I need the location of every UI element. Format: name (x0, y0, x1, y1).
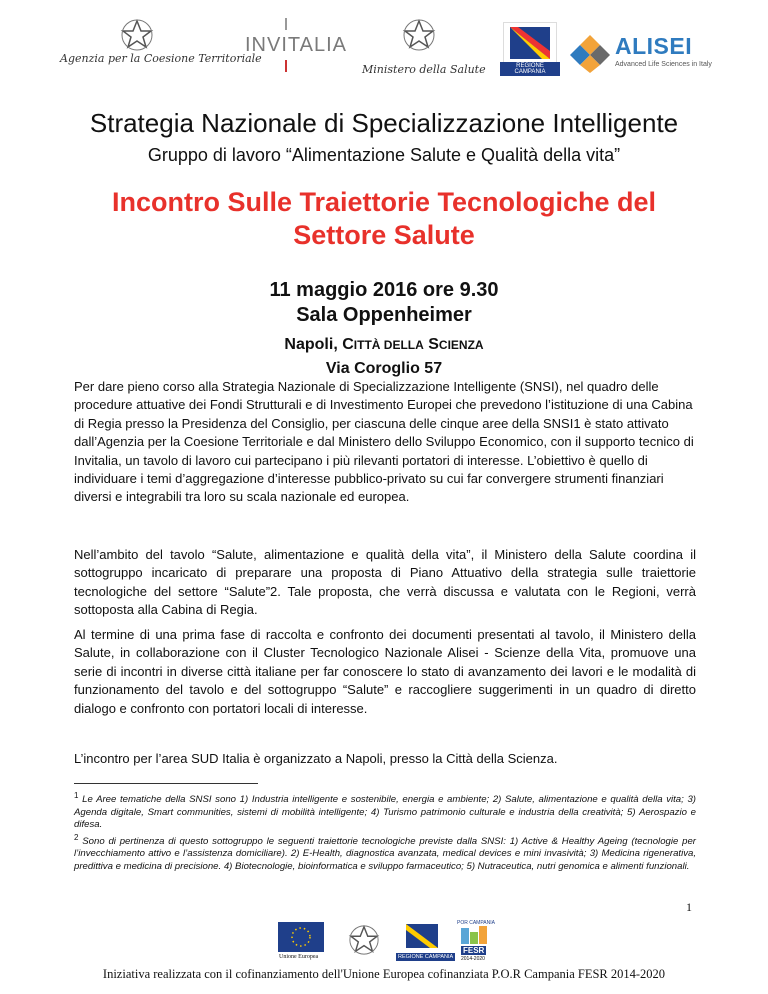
regione-campania-label: REGIONE CAMPANIA (500, 62, 560, 76)
fesr-bar-3 (479, 926, 487, 944)
campania-shield-icon (504, 23, 556, 63)
event-title (0, 186, 768, 252)
footnote-1-text: Le Aree tematiche della SNSI sono 1) Industria intelligente e sostenibile, energia e ambiente; 2) Salute, alimentazione e qualità della vita; 3) Agenda digitale, Smart communities, sistemi di mobilità intelligente; 4) Turismo patrimonio culturale e industria della creatività; 5) Aerospazio e difesa. (74, 794, 696, 831)
venue-cienza: CIENZA (438, 338, 484, 352)
bottom-logos (0, 920, 768, 960)
paragraph-1: Per dare pieno corso alla Strategia Nazionale di Specializzazione Intelligente (SNSI), nel quadro delle procedure attuative dei Fondi Strutturali e di Investimento Europei che prevedono l’istituzione di una Cabina di Regia presso la Presidenza del Consiglio, per ciascuna delle cinque aree della SNSI1 è stato attivato dall’Agenzia per la Coesione Territoriale e dal Ministero dello Sviluppo Economico, con il supporto tecnico di Invitalia, un tavolo di lavoro cui partecipano i più rilevanti portatori di interesse. L’obiettivo è quello di individuare i temi d’aggregazione d’interesse pubblico-privato su cui far convergere strumenti finanziari diversi e integrabili tra loro su scala nazionale ed europea. (74, 379, 694, 505)
event-city: Napoli, (284, 336, 338, 353)
invitalia-logo: INVITALIA (245, 34, 347, 56)
italian-emblem-icon (120, 18, 154, 52)
event-address: Via Coroglio 57 (325, 360, 443, 377)
event-room: Sala Oppenheimer (296, 304, 472, 326)
footnote-divider (74, 783, 258, 784)
event-title-line2: Settore Salute (293, 220, 475, 250)
footnote-2-mark: 2 (74, 832, 79, 842)
page-number: 1 (686, 900, 692, 914)
por-fesr-logo (457, 920, 493, 962)
footnote-2-text: Sono di pertinenza di questo sottogruppo le seguenti traiettorie tecnologiche previste dalla SNSI: 1) Active & Healthy Ageing (tecnologie per l’invecchiamento attivo e l’assistenza domiciliare). 2) E-Health, diagnostica avanzata, medical devices e mini invasività; 3) Medicina rigenerativa, predittiva e medicina di precisione. 4) Biotecnologie, bioinformatica e sviluppo farmaceutico; 5) Nutraceutica, nutri genomica e alimenti funzionali. (74, 835, 696, 872)
invitalia-bar-bottom (285, 60, 287, 72)
paragraph-3: Al termine di una prima fase di raccolta e confronto dei documenti presentati al tavolo, il Ministero della Salute, in collaborazione con il Cluster Tecnologico Nazionale Alisei - Scienze della Vita, promuove una serie di incontri in diverse città italiane per far conoscere lo stato di avanzamento dei lavori e le modalità di funzionamento del tavolo e del sottogruppo “Salute” e raccogliere suggerimenti in un quadro di diretto dialogo e confronto con portatori locali di interesse. (74, 627, 696, 716)
event-venue (0, 333, 768, 357)
paragraph-2: Nell’ambito del tavolo “Salute, alimentazione e qualità della vita”, il Ministero della Salute coordina il sottogruppo incaricato di preparare una proposta di Piano Attuativo della strategia sulle traiettorie tecnologiche del settore “Salute”2. Tale proposta, che verrà discussa e valutata con le Regioni, verrà sottoposta alla Cabina di Regia. (74, 547, 696, 618)
fesr-label: FESR (463, 946, 485, 955)
ministero-emblem-icon (402, 18, 436, 52)
footnote-2 (74, 832, 696, 874)
footnote-1 (74, 790, 696, 832)
eu-flag-icon (278, 922, 324, 952)
eu-label: Unione Europea (279, 954, 319, 960)
regione-bottom-label: REGIONE CAMPANIA (398, 954, 454, 960)
venue-c: C (342, 336, 354, 353)
paragraph-4: L’incontro per l’area SUD Italia è organizzato a Napoli, presso la Città della Scienza. (74, 751, 558, 766)
venue-s: S (428, 336, 439, 353)
fesr-bar-2 (470, 932, 478, 944)
header-logos (0, 0, 768, 90)
event-datetime (0, 278, 768, 328)
invitalia-bar-top (285, 18, 287, 30)
footnotes (74, 790, 696, 873)
event-date: 11 maggio 2016 ore 9.30 (269, 279, 499, 301)
italian-emblem-bottom-icon (348, 924, 380, 956)
alisei-logo-icon (570, 33, 610, 73)
venue-itta: ITTÀ DELLA (353, 338, 424, 352)
alisei-name: ALISEI (615, 33, 693, 59)
por-label: POR CAMPANIA (457, 920, 495, 926)
agency-logo-text: Agenzia per la Coesione Territoriale (60, 52, 262, 65)
footnote-1-mark: 1 (74, 791, 79, 800)
working-group-title: Gruppo di lavoro “Alimentazione Salute e Qualità della vita” (147, 145, 621, 165)
alisei-subtitle: Advanced Life Sciences in Italy (615, 61, 712, 68)
fesr-bar-1 (461, 928, 469, 944)
event-location (0, 333, 768, 380)
event-title-line1: Incontro Sulle Traiettorie Tecnologiche del (111, 187, 657, 217)
campania-bottom-shield-icon (404, 922, 440, 950)
ministero-logo-text: Ministero della Salute (362, 63, 486, 76)
strategy-title: Strategia Nazionale di Specializzazione Intelligente (89, 108, 679, 138)
fesr-years: 2014-2020 (461, 956, 485, 962)
footer-cofinancing-text: Iniziativa realizzata con il cofinanziamento dell'Unione Europea cofinanziata P.O.R Campania FESR 2014-2020 (102, 967, 666, 981)
